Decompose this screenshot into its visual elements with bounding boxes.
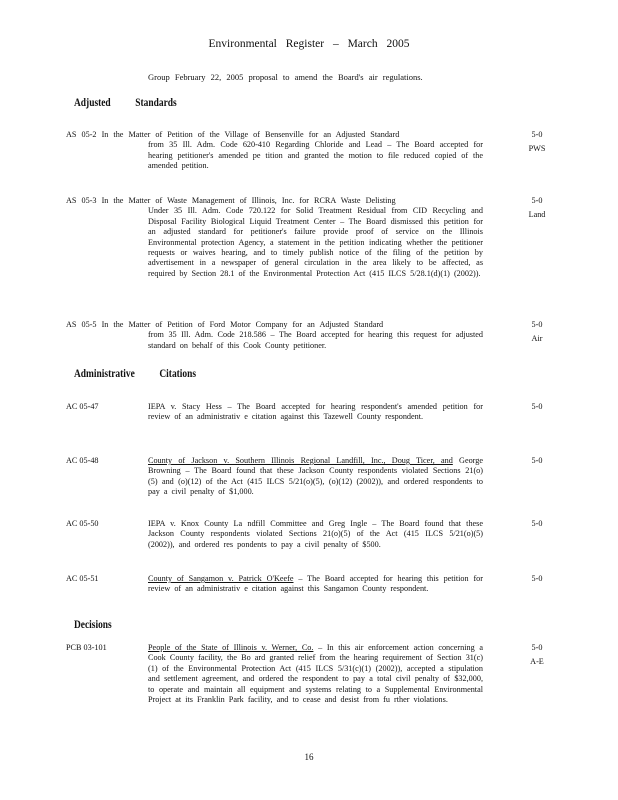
entry-body: Under 35 Ill. Adm. Code 720.122 for Solid Treatment Residual from CID Recycling and Disposal Facility Biological Liquid Treatment Center – The Board dismissed this petition for an adjusted standard for petitioner's failure provide proof of service on the Illinois Environmental protection Agency, a statement in the petition indicating whether the petitioner requests or waives hearing, and to timely publish notice of the filing of the petition by advertisement in a newspaper of general circulation in the area likely to be affected, as required by Section 28.1 of the Environmental Protection Act (415 ILCS 5/28.1(d)(1) (2002)). (148, 206, 483, 278)
section-administrative-citations (74, 368, 196, 380)
entry-text: – The Board accepted for hearing this petition for review of an administrativ e citation against this Sangamon County respondent. (148, 574, 483, 594)
entry-body (148, 456, 483, 498)
intro-text: Group February 22, 2005 proposal to amend the Board's air regulations. (148, 72, 423, 82)
vote-count: 5-0 (531, 196, 543, 205)
entry-text: IEPA v. Knox County La ndfill Committee and Greg Ingle – The Board found that these Jackson County respondents violated Sections 21(o)(5) of the Act (415 ILCS 5/21(o)(5) (2002)), and ordered res pondents to pay a civil penalty of $500. (148, 519, 483, 549)
vote-count: 5-0 (531, 402, 543, 411)
vote-count: 5-0 (531, 574, 543, 583)
case-caption: County of Sangamon v. Patrick O'Keefe (148, 574, 294, 583)
entry-first-line: AS 05-3 In the Matter of Waste Management of Illinois, Inc. for RCRA Waste Delisting (66, 196, 396, 205)
page-header: Environmental Register – March 2005 (208, 38, 410, 50)
vote-count: 5-0 (531, 320, 543, 329)
vote-category: PWS (528, 144, 546, 153)
section-word-2: Standards (135, 97, 177, 109)
docket-number: AC 05-51 (66, 574, 99, 583)
entry-text: – In this air enforcement action concerning a Cook County facility, the Bo ard granted relief from the hearing requirement of Section 31(c)(1) of the Environmental Protection Act (415 ILCS 5/31(c)(1) (2002)), accepted a stipulation and settlement agreement, and ordered the respondent to pay a total civil penalty of $32,000, to operate and maintain all equipment and systems relating to a Supplemental Environmental Project at its Franklin Park facility, and to cease and desist from fu rther violations. (148, 643, 483, 705)
vote-count: 5-0 (531, 643, 543, 652)
section-word-1: Adjusted (74, 97, 111, 109)
section-decisions (74, 619, 112, 631)
entry-body (148, 574, 483, 595)
section-adjusted-standards (74, 97, 177, 109)
section-word-2: Citations (159, 368, 197, 380)
vote-category: Land (528, 210, 546, 219)
docket-number: AC 05-50 (66, 519, 99, 528)
docket-number: AC 05-47 (66, 402, 99, 411)
vote-category: A-E (530, 657, 544, 666)
entry-text: IEPA v. Stacy Hess – The Board accepted for hearing respondent's amended petition for review of an administrativ e citation against this Tazewell County respondent. (148, 402, 483, 422)
section-word-1: Administrative (74, 368, 135, 380)
case-caption: County of Jackson v. Southern Illinois Regional Landfill, Inc., Doug Ticer, and (148, 456, 453, 465)
vote-count: 5-0 (531, 456, 543, 465)
entry-first-line: AS 05-5 In the Matter of Petition of Ford Motor Company for an Adjusted Standard (66, 320, 384, 329)
docket-number: PCB 03-101 (66, 643, 107, 652)
entry-body (148, 643, 483, 705)
vote-category: Air (531, 334, 543, 343)
vote-count: 5-0 (531, 130, 543, 139)
entry-body: from 35 Ill. Adm. Code 620-410 Regarding Chloride and Lead – The Board accepted for hearing petitioner's amended pe tition and granted the motion to file reduced copied of the amended petition. (148, 140, 483, 171)
page-number: 16 (304, 752, 314, 762)
section-word-1: Decisions (74, 619, 112, 631)
entry-text: George Browning – The Board found that these Jackson County respondents violated Sections 21(o)(5) and (o)(12) of the Act (415 ILCS 5/21(o)(5), (o)(12) (2002)), and ordered respondents to pay a civil penalty of $1,000. (148, 456, 483, 497)
case-caption: People of the State of Illinois v. Werner, Co. (148, 643, 314, 652)
docket-number: AC 05-48 (66, 456, 99, 465)
entry-first-line: AS 05-2 In the Matter of Petition of the Village of Bensenville for an Adjusted Standard (66, 130, 400, 139)
vote-count: 5-0 (531, 519, 543, 528)
entry-body: from 35 Ill. Adm. Code 218.586 – The Board accepted for hearing this request for adjusted standard on behalf of this Cook County petitioner. (148, 330, 483, 350)
